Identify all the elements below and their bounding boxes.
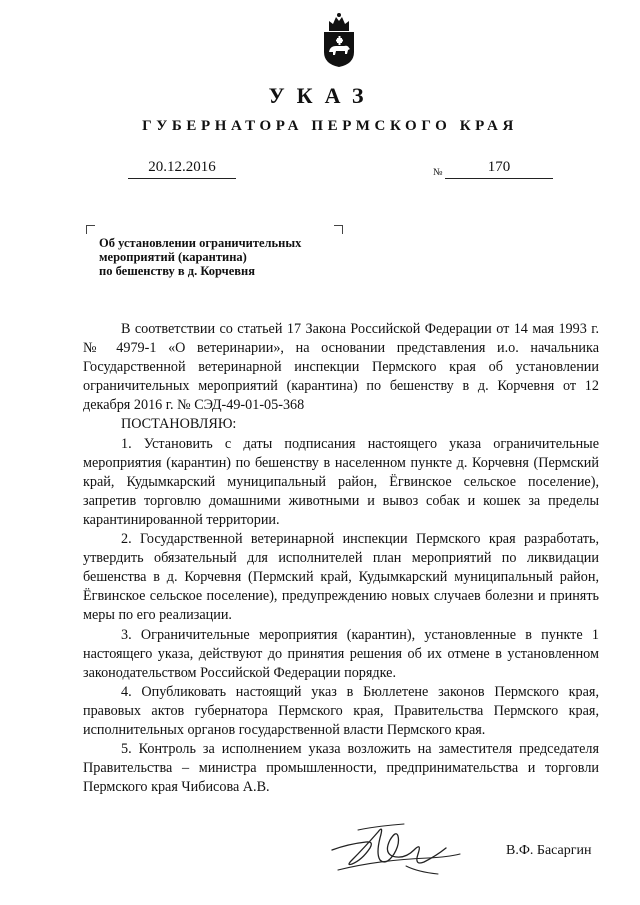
document-body (83, 320, 599, 797)
issuer-subtitle: ГУБЕРНАТОРА ПЕРМСКОГО КРАЯ (142, 118, 518, 134)
subject-line: мероприятий (карантина) (99, 250, 247, 264)
preamble-paragraph: В соответствии со статьей 17 Закона Российской Федерации от 14 мая 1993 г. № 4979-1 «О ветеринарии», на основании представления и.о. начальника Государственной ветеринарной инспекции Пермского края об установлении ограничительных мероприятий (карантина) по бешенству в д. Корчевня от 12 декабря 2016 г. № СЭД-49-01-05-368 (83, 321, 599, 414)
handwritten-signature (318, 810, 468, 878)
document-type-title: УКАЗ (268, 83, 376, 108)
subject-corner-right (334, 225, 343, 234)
subject-line: Об установлении ограничительных (99, 236, 302, 250)
subject-line: по бешенству в д. Корчевня (99, 264, 255, 278)
decree-item: 5. Контроль за исполнением указа возложить на заместителя председателя Правительства – министра промышленности, предпринимательства и торговли Пермского края Чибисова А.В. (83, 741, 599, 796)
decree-item: 2. Государственной ветеринарной инспекции Пермского края разработать, утвердить обязательный для исполнителей план мероприятий по ликвидации бешенства в д. Корчевня (Пермский край, Кудымкарский муниципальный район, Ёгвинское сельское поселение), предупреждению новых случаев болезни и принять меры по его реализации. (83, 531, 599, 624)
number-label: № (433, 167, 443, 178)
perm-krai-coat-of-arms-icon (320, 12, 358, 68)
decree-item: 3. Ограничительные мероприятия (карантин), установленные в пункте 1 настоящего указа, действуют до принятия решения об их отмене в установленном законодательством Российской Федерации порядке. (83, 626, 599, 681)
document-number: 170 (445, 159, 553, 179)
decree-item: 1. Установить с даты подписания настоящего указа ограничительные мероприятия (карантин) по бешенству в населенном пункте д. Корчевня (Пермский край, Кудымкарский муниципальный район, Ёгвинское сельское поселение), запретив торговлю домашними животными и вывоз собак и кошек за пределы карантинированной территории. (83, 435, 599, 528)
signer-name: В.Ф. Басаргин (506, 843, 592, 858)
decree-item: 4. Опубликовать настоящий указ в Бюллетене законов Пермского края, правовых актов губернатора Пермского края, Правительства Пермского края, исполнительных органов государственной власти Пермского края. (83, 683, 599, 738)
subject-corner-left (86, 225, 95, 234)
document-date: 20.12.2016 (128, 159, 236, 179)
document-subject (99, 236, 359, 278)
decree-heading: ПОСТАНОВЛЯЮ: (121, 416, 237, 433)
